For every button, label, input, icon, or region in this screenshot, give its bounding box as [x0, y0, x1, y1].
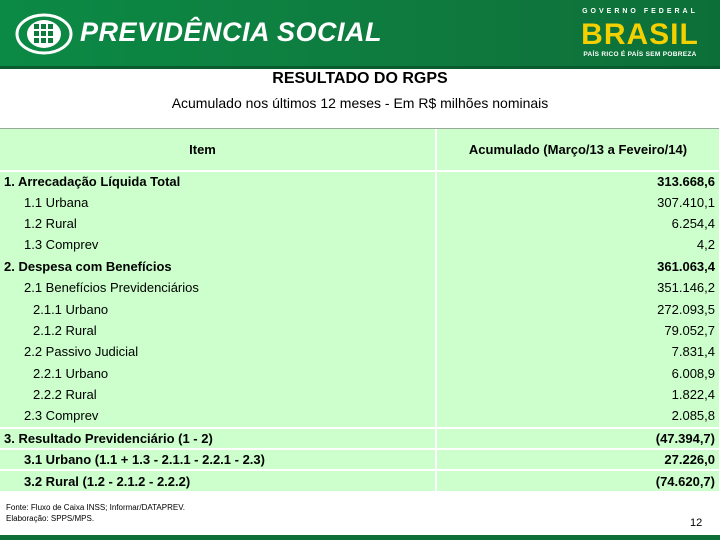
row-value: 307.410,1: [437, 191, 719, 212]
row-value: 272.093,5: [437, 298, 719, 319]
footer-elaboration: Elaboração: SPPS/MPS.: [6, 514, 95, 523]
row-label: 2.3 Comprev: [0, 405, 435, 426]
table-row: [0, 277, 719, 298]
table-row: [0, 427, 719, 448]
row-label: 2.2.1 Urbano: [0, 363, 435, 384]
table-row: [0, 405, 719, 426]
row-value: 351.146,2: [437, 277, 719, 298]
row-label: 3.1 Urbano (1.1 + 1.3 - 2.1.1 - 2.2.1 - 2.3): [0, 448, 435, 469]
table-row: [0, 320, 719, 341]
header-divider: [0, 66, 720, 69]
row-value: 7.831,4: [437, 341, 719, 362]
page-subtitle: Acumulado nos últimos 12 meses - Em R$ milhões nominais: [171, 95, 549, 111]
footer-bar: [0, 535, 720, 540]
row-value: 79.052,7: [437, 320, 719, 341]
row-value: 361.063,4: [437, 256, 719, 277]
table-row: [0, 448, 719, 469]
table-header-row: [0, 129, 719, 170]
table-row: [0, 213, 719, 234]
gov-brasil-word: BRASIL: [581, 18, 699, 51]
row-value: (74.620,7): [437, 469, 719, 490]
page-title: [0, 70, 720, 88]
row-value: 27.226,0: [437, 448, 719, 469]
page-title-text: RESULTADO DO RGPS: [268, 70, 451, 87]
table-row: [0, 384, 719, 405]
gov-tagline: PAÍS RICO É PAÍS SEM POBREZA: [583, 51, 697, 58]
row-value: 4,2: [437, 234, 719, 255]
table-row: [0, 341, 719, 362]
row-label: 2.2 Passivo Judicial: [0, 341, 435, 362]
table-row: [0, 234, 719, 255]
governo-federal-logo: [570, 8, 710, 60]
row-label: 1.3 Comprev: [0, 234, 435, 255]
gov-top-text: GOVERNO FEDERAL: [582, 8, 698, 15]
page-number: 12: [690, 517, 703, 529]
table-row: [0, 298, 719, 319]
row-label: 1.1 Urbana: [0, 191, 435, 212]
column-header-item: Item: [0, 129, 435, 170]
row-label: 2. Despesa com Benefícios: [0, 256, 435, 277]
table-body: [0, 170, 719, 491]
row-label: 3.2 Rural (1.2 - 2.1.2 - 2.2.2): [0, 469, 435, 490]
previdencia-logo-icon: [14, 12, 74, 56]
row-label: 3. Resultado Previdenciário (1 - 2): [0, 427, 435, 448]
table-row: [0, 469, 719, 490]
row-label: 2.2.2 Rural: [0, 384, 435, 405]
row-value: 313.668,6: [437, 170, 719, 191]
footer-source: Fonte: Fluxo de Caixa INSS; Informar/DATAPREV.: [6, 503, 186, 512]
footer-notes: [6, 502, 185, 524]
table-row: [0, 256, 719, 277]
row-label: 1. Arrecadação Líquida Total: [0, 170, 435, 191]
row-label: 2.1.1 Urbano: [0, 298, 435, 319]
row-value: 1.822,4: [437, 384, 719, 405]
table-row: [0, 191, 719, 212]
row-value: 2.085,8: [437, 405, 719, 426]
row-label: 2.1 Benefícios Previdenciários: [0, 277, 435, 298]
row-label: 2.1.2 Rural: [0, 320, 435, 341]
column-header-value: Acumulado (Março/13 a Feveiro/14): [437, 129, 719, 170]
rgps-table: [0, 128, 719, 491]
table-row: [0, 363, 719, 384]
row-value: 6.008,9: [437, 363, 719, 384]
row-value: 6.254,4: [437, 213, 719, 234]
row-label: 1.2 Rural: [0, 213, 435, 234]
brand-title: PREVIDÊNCIA SOCIAL: [80, 17, 383, 47]
table-row: [0, 170, 719, 191]
row-value: (47.394,7): [437, 427, 719, 448]
